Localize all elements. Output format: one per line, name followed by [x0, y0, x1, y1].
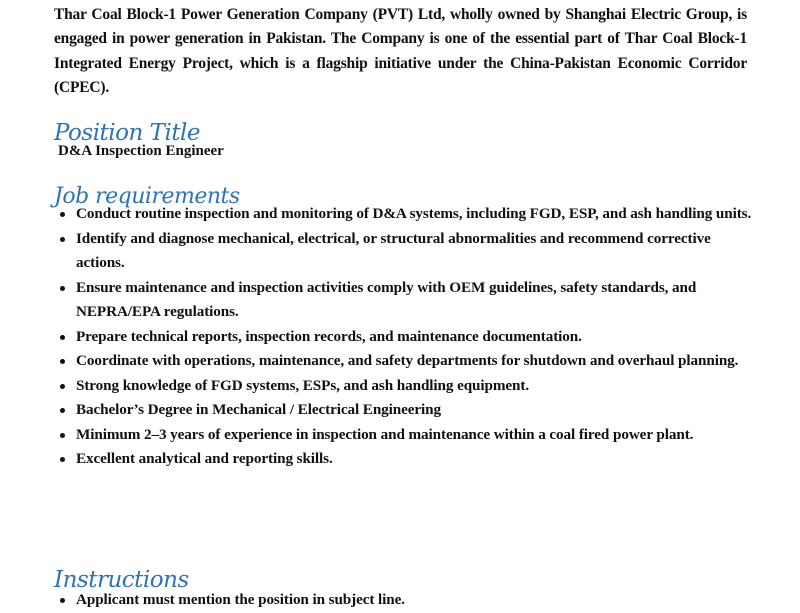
bullet-icon — [60, 408, 65, 413]
requirement-item — [0, 349, 756, 374]
requirement-text: Ensure maintenance and inspection activities comply with OEM guidelines, safety standards, and NEPRA/EPA regulations. — [76, 278, 697, 320]
requirement-text: Conduct routine inspection and monitoring of D&A systems, including FGD, ESP, and ash handling units. — [76, 205, 752, 222]
position-title-heading: Position Title — [54, 120, 201, 147]
instructions-heading: Instructions — [54, 567, 189, 594]
requirement-item — [0, 398, 756, 423]
bullet-icon — [60, 286, 65, 291]
bullet-icon — [60, 335, 65, 340]
requirement-text: Minimum 2–3 years of experience in inspection and maintenance within a coal fired power plant. — [76, 425, 694, 443]
requirement-text: Strong knowledge of FGD systems, ESPs, and ash handling equipment. — [76, 376, 530, 394]
job-requirements-heading: Job requirements — [54, 184, 240, 210]
requirement-item — [0, 276, 756, 325]
requirement-item — [0, 227, 756, 276]
instruction-item — [0, 588, 756, 613]
requirement-item — [0, 202, 756, 227]
bullet-icon — [60, 598, 65, 603]
requirement-item — [0, 447, 756, 472]
instructions-list — [0, 588, 800, 613]
requirement-text: Excellent analytical and reporting skills. — [76, 450, 333, 467]
bullet-icon — [60, 237, 65, 242]
bullet-icon — [60, 359, 65, 364]
requirement-text: Identify and diagnose mechanical, electrical, or structural abnormalities and recommend corrective actions. — [76, 229, 711, 271]
instruction-text: Applicant must mention the position in subject line. — [76, 591, 405, 608]
job-requirements-list — [0, 202, 800, 472]
requirement-item — [0, 423, 756, 448]
requirement-text: Bachelor’s Degree in Mechanical / Electrical Engineering — [76, 401, 442, 418]
bullet-icon — [60, 212, 65, 217]
bullet-icon — [60, 433, 65, 438]
position-title-value: D&A Inspection Engineer — [58, 143, 224, 159]
bullet-icon — [60, 457, 65, 462]
bullet-icon — [60, 384, 65, 389]
requirement-item — [0, 374, 756, 399]
requirement-text: Coordinate with operations, maintenance, and safety departments for shutdown and overhaul planning. — [76, 352, 739, 369]
company-intro-paragraph: Thar Coal Block-1 Power Generation Company (PVT) Ltd, wholly owned by Shanghai Electric Group, is engaged in power generation in Pakistan. The Company is one of the essential part of Thar Coal Block-1 Integrated Energy Project, which is a flagship initiative under the China-Pakistan Economic Corridor (CPEC). — [54, 5, 747, 96]
requirement-item — [0, 325, 756, 350]
requirement-text: Prepare technical reports, inspection records, and maintenance documentation. — [76, 327, 582, 345]
